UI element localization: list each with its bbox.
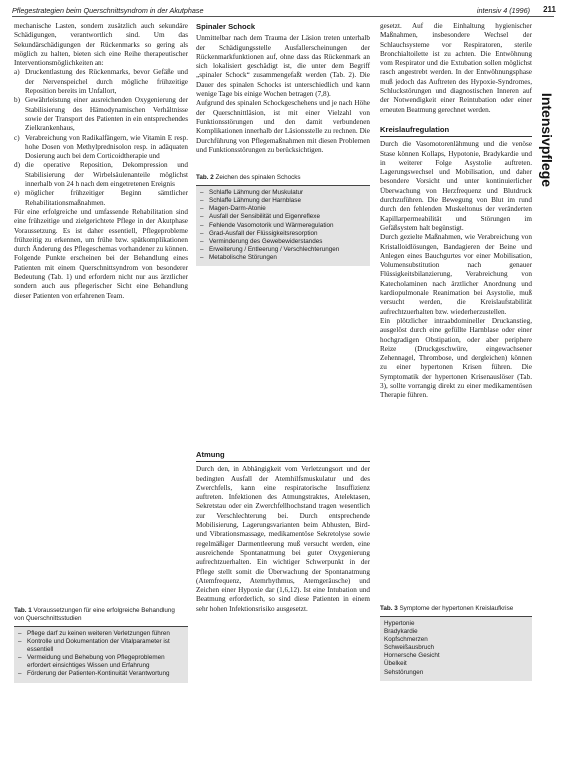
table-item: [384, 636, 528, 644]
table-item-text: Ausfall der Sensibilität und Eigenreflexe: [209, 213, 320, 221]
table-item: – Ausfall der Sensibilität und Eigenreflexe: [200, 213, 366, 221]
table-item: – Magen-Darm-Atonie: [200, 205, 366, 213]
table-item-text: Hornersche Gesicht: [384, 652, 440, 660]
table-item: [384, 644, 528, 652]
list-marker: b): [14, 96, 20, 105]
table-item: – Vermeidung und Behebung von Pflegeproblemen erfordert einsichtiges Wissen und Erfahrung: [18, 654, 184, 670]
body-paragraph: Unmittelbar nach dem Trauma der Läsion treten unterhalb der Schädigungsstelle Ausfallerscheinungen der Rückenmarkfunktionen auf, ohne dass das Rückenmark an sich lokalisiert geschädigt ist, die unter dem Begriff „spinaler Schock“ zusammengefaßt werden (Tab. 2). Die Dauer des spinalen Schocks ist unterschiedlich und kann wenige Tage bis einige Wochen betragen (7,8).: [196, 34, 370, 99]
table-label: Tab. 3: [380, 605, 398, 612]
table-caption: [196, 171, 370, 185]
table-item: [384, 669, 528, 677]
section-heading: Spinaler Schock: [196, 22, 256, 31]
body-paragraph: Durch den, in Abhängigkeit vom Verletzungsort und der bedingten Ausfall der Atemhilfsmuskulatur und des Zwerchfells, kann eine respiratorische Insuffizienz auftreten. Infektionen des Atmungstraktes, Atelektasen, Sekretstau oder ein Zwerchfellhochstand tragen wesentlich zur Verschlechterung bei. Durch entsprechende Mobilisierung, Lagerungsvarianten beim Abhusten, Bird- und Vibrationsmassage, medikamentöse Sekretolyse sowie regelmäßiger Darmentleerung muß versucht werden, eine ausreichende Spontanatmung bei guter Oxygenierung aufrechtzuerhalten. Ein wichtiger Schwerpunkt in der Pflege stellt somit die Überwachung der Spontanatmung (Atemfrequenz, Atemrhythmus, Atemgeräusche) und Zeichen einer Hypoxie dar (1,6,12). Ist eine Intubation und Beatmung erforderlich, so sind diese Patienten in einem sehr hohen Infektionsrisiko ausgesetzt.: [196, 465, 370, 613]
table-item-text: Grad-Ausfall der Flüssigkeitsresorption: [209, 229, 318, 237]
column-3: [380, 22, 532, 676]
list-item: [14, 189, 188, 208]
table-item-text: Bradykardie: [384, 628, 418, 636]
table-box: [380, 616, 532, 681]
section-tab-label: Intensivpflege: [539, 92, 555, 188]
intro-paragraph: mechanische Lasten, sondern zusätzlich auch sekundäre Schädigungen, verantwortlich sind. Um das Sekundärschädigungen der Rückenmarks so gering als möglich zu halten, bieten sich eine Reihe therapeutischer Interventionsmöglichkeiten an:: [14, 22, 188, 68]
atmung-section: [196, 450, 370, 614]
table-item-text: Übelkeit: [384, 660, 407, 668]
table-item: – Pflege darf zu keinen weiteren Verletzungen führen: [18, 630, 184, 638]
list-item: [14, 68, 188, 96]
table-item: – Schlaffe Lähmung der Harnblase: [200, 197, 366, 205]
section-heading: Kreislaufregulation: [380, 125, 532, 137]
table-1: [14, 604, 188, 683]
list-marker: e): [14, 189, 20, 198]
list-item: [14, 134, 188, 162]
table-item-text: Kopfschmerzen: [384, 636, 428, 644]
table-caption-text: Zeichen des spinalen Schocks: [215, 174, 301, 182]
table-item: – Schlaffe Lähmung der Muskulatur: [200, 189, 366, 197]
column-2: [196, 22, 370, 613]
table-item-text: Sehstörungen: [384, 668, 424, 676]
body-paragraph: Durch die Vasomotorenlähmung und die venöse Stase können Kollaps, Hypotonie, Bradykardie und in weiterer Folge Asystolie auftreten. Lagerungswechsel und Mobilisation, und daher besondere Vorsicht und unter kontinuierlicher Überwachung von Herzfrequenz und Blutdruck durchzuführen. Die Bewegung von Blut im rund durch den fehlenden Muskeltonus der veränderten Kapillarpermeabilität und Störungen im Gefäßsystem halt begünstigt.: [380, 140, 532, 232]
journal-issue: intensiv 4 (1996): [476, 6, 530, 15]
header-rule: [12, 16, 554, 17]
list-text: Gewährleistung einer ausreichenden Oxygenierung der Stabilisierung des Hämodynamischen Verhältnisse sowie der Transport des Patienten in ein entsprechendes Zielkrankenhaus,: [25, 96, 188, 133]
table-item-text: Verminderung des Gewebewiderstandes: [209, 237, 323, 245]
table-item-text: Schweißausbruch: [384, 644, 435, 652]
table-caption-text: Voraussetzungen für eine erfolgreiche Behandlung von Querschnittsstudien: [14, 607, 175, 622]
list-text: Verabreichung von Radikalfängern, wie Vitamin E resp. hohe Dosen von Methylprednisolon resp. in adäquaten Dosierung auch bei dem Corticoidtherapie und: [25, 133, 188, 161]
table-item-text: Kontrolle und Dokumentation der Vitalparameter ist essentiell: [27, 638, 170, 654]
running-title: Pflegestrategien beim Querschnittsyndrom in der Akutphase: [12, 6, 204, 15]
table-item-text: Schlaffe Lähmung der Muskulatur: [209, 189, 304, 197]
table-box: [196, 185, 370, 266]
table-item: – Kontrolle und Dokumentation der Vitalparameter ist essentiell: [18, 638, 184, 654]
table-item: – Verminderung des Gewebewiderstandes: [200, 238, 366, 246]
body-paragraph: Für eine erfolgreiche und umfassende Rehabilitation sind eine frühzeitige und zielgerichtete Pflege in der Akutphase Voraussetzung. Es ist daher essentiell, Pflegeprobleme frühzeitig zu erkennen, um frühe bzw. spätkomplikationen durch Änderung des Pflegeschemas vorhandener zu können. Folgende Punkte erscheinen bei der Behandlung eines Patienten mit einem Querschnittsyndrom von besonderer Bedeutung (Tab. 1) und erfordern nicht nur aus ärztlicher sondern auch aus pflegerischer Sicht eine Behandlung dieser Patienten von erfahrenen Team.: [14, 207, 188, 300]
table-caption: [380, 602, 532, 616]
table-item: – Fehlende Vasomotorik und Wärmeregulation: [200, 222, 366, 230]
table-item-text: Schlaffe Lähmung der Harnblase: [209, 197, 301, 205]
table-caption-text: Symptome der hypertonen Kreislaufkrise: [399, 605, 514, 612]
section-tab: [536, 60, 558, 220]
list-marker: d): [14, 161, 20, 170]
table-item-text: Erweiterung / Entleerung / Verschlechterungen: [209, 245, 340, 253]
table-label: Tab. 1: [14, 607, 32, 614]
body-paragraph: Aufgrund des spinalen Schockgeschehens und je nach Höhe der Querschnittläsion, ist mit einer Vielzahl von Funktionsstörungen und den damit verbundenen Komplikationen innerhalb der Läsionsstelle zu rechnen. Die Durchführung von Pflegemaßnahmen mit diesen Problemen und Funktionsstörungen zu berücksichtigen.: [196, 99, 370, 154]
table-item: [384, 628, 528, 636]
table-item-text: Metabolische Störungen: [209, 253, 277, 261]
body-paragraph: Ein plötzlicher intraabdomineller Druckanstieg, ausgelöst durch eine gefüllte Harnblase oder einer hochgradigen Obstipation, oder aber periphere Reize (Druckgeschwüre, eingewachsener Zehennagel, Thrombose, und dergleichen) können zu einer hypertonen Krisen führen. Die Symptomatik der hypertonen Krisenauslöser (Tab. 3), sollte vorrangig direkt zu einer medikamentösen Therapie führen.: [380, 316, 532, 400]
table-box: [14, 626, 188, 683]
list-text: Druckentlastung des Rückenmarks, bevor Gefäße und der Nervenspeichel durch mögliche frühzeitige Reposition bereits im Unfallort,: [25, 68, 188, 96]
list-item: [14, 161, 188, 189]
table-item-text: Vermeidung und Behebung von Pflegeproblemen erfordert einsichtiges Wissen und Erfahrung: [27, 654, 165, 670]
list-marker: a): [14, 68, 20, 77]
table-item-text: Förderung der Patienten-Kontinuität Verantwortung: [27, 670, 170, 678]
table-item: – Erweiterung / Entleerung / Verschlechterungen: [200, 246, 366, 254]
table-item: – Grad-Ausfall der Flüssigkeitsresorption: [200, 230, 366, 238]
list-text: möglicher frühzeitiger Beginn sämtlicher Rehabilitationsmaßnahmen.: [25, 189, 188, 207]
table-item-text: Fehlende Vasomotorik und Wärmeregulation: [209, 221, 334, 229]
list-text: die operative Reposition, Dekompression und Stabilisierung der Wirbelsäulenanteile möglichst innerhalb von 24 h nach dem eingetretenen Ereignis: [25, 161, 188, 189]
table-item-text: Magen-Darm-Atonie: [209, 205, 266, 213]
page-number: 211: [543, 5, 556, 14]
table-label: Tab. 2: [196, 174, 214, 182]
list-marker: c): [14, 133, 20, 142]
table-caption: [14, 604, 188, 626]
section-heading: Atmung: [196, 450, 370, 462]
table-item: – Metabolische Störungen: [200, 254, 366, 262]
table-item: [384, 620, 528, 628]
table-item-text: Hypertonie: [384, 620, 415, 627]
body-paragraph: Durch gezielte Maßnahmen, wie Verabreichung von Kristalloidlösungen, Bandagieren der Beine und Anlegen eines Bauchgurtes vor einer Mobilisation, Volumensubstitution nach genauer Flüssigkeitsbilanzierung, Verabreichung von Katecholaminen nach ärztlicher Anordnung und kardiopulmonale Reanimation bei Asystolie, muß versucht werden, die Kreislaufstabilität aufrechtzuerhalten bzw. wiederherzustellen.: [380, 233, 532, 316]
column-1: [14, 22, 188, 678]
table-item-text: Pflege darf zu keinen weiteren Verletzungen führen: [27, 630, 170, 637]
table-item: – Förderung der Patienten-Kontinuität Verantwortung: [18, 670, 184, 678]
list-item: [14, 96, 188, 133]
table-3: [380, 602, 532, 681]
table-item: [384, 660, 528, 668]
table-2: [196, 171, 370, 266]
body-paragraph: gesetzt. Auf die Einhaltung hygienischer Maßnahmen, insbesondere Wechsel der Schlauchsysteme vor Respiratoren, sterile Bronchialtoilette ist zu achten. Die Entwöhnung vom Respirator und die Extubation sollen möglichst rasch angestrebt werden. In der Entwöhnungsphase muß jedoch das Auftreten des Hypoxie-Syndromes, Schluckstörungen und diagnostischen Inneren auf der Notwendigkeit einer Reintubation oder einer erneuten Beatmung gerechnet werden.: [380, 22, 532, 114]
